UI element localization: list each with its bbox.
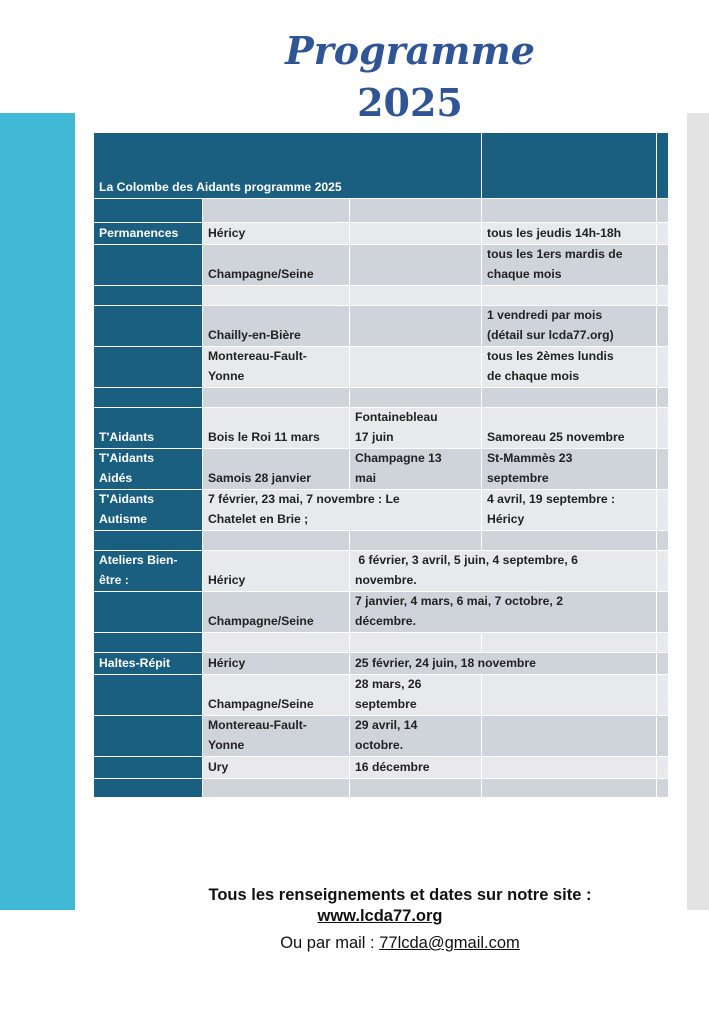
- table-cell: St-Mammès 23 septembre: [482, 449, 657, 490]
- row-category-cell: [94, 286, 203, 306]
- table-cell: Champagne/Seine: [203, 675, 350, 716]
- table-cell: Champagne/Seine: [203, 245, 350, 286]
- table-cell: Chailly-en-Bière: [203, 306, 350, 347]
- right-accent-bar: [687, 113, 709, 910]
- website-link[interactable]: www.lcda77.org: [317, 907, 443, 925]
- table-cell: [657, 653, 669, 675]
- page-title-year: 2025: [357, 80, 463, 125]
- table-cell: 29 avril, 14 octobre.: [350, 716, 482, 757]
- row-category-cell: [94, 779, 203, 798]
- table-cell: [657, 245, 669, 286]
- row-category-cell: [94, 675, 203, 716]
- table-row: [94, 716, 669, 757]
- table-cell: [482, 716, 657, 757]
- table-cell: [350, 347, 482, 388]
- table-cell: tous les 1ers mardis de chaque mois: [482, 245, 657, 286]
- row-category-cell: Permanences: [94, 223, 203, 245]
- table-cell: [657, 388, 669, 408]
- table-cell: [657, 531, 669, 551]
- row-category-cell: Haltes-Répit: [94, 653, 203, 675]
- row-category-cell: [94, 592, 203, 633]
- table-row: [94, 490, 669, 531]
- table-cell: 25 février, 24 juin, 18 novembre: [350, 653, 657, 675]
- row-category-cell: [94, 716, 203, 757]
- table-row: [94, 675, 669, 716]
- row-category-cell: T'Aidants Autisme: [94, 490, 203, 531]
- table-cell: [657, 779, 669, 798]
- table-cell: 16 décembre: [350, 757, 482, 779]
- table-row: [94, 408, 669, 449]
- table-row: [94, 223, 669, 245]
- table-cell: Ury: [203, 757, 350, 779]
- mail-line: [0, 934, 709, 953]
- table-row: [94, 633, 669, 653]
- table-row: [94, 757, 669, 779]
- table-cell: [657, 490, 669, 531]
- table-cell: 7 février, 23 mai, 7 novembre : Le Chatelet en Brie ;: [203, 490, 482, 531]
- table-cell: [657, 592, 669, 633]
- table-cell: [482, 199, 657, 223]
- table-cell: [657, 306, 669, 347]
- table-cell: 6 février, 3 avril, 5 juin, 4 septembre, 6 novembre.: [350, 551, 657, 592]
- table-cell: [482, 388, 657, 408]
- table-cell: [657, 347, 669, 388]
- table-cell: [350, 531, 482, 551]
- table-cell: [657, 675, 669, 716]
- row-category-cell: T'Aidants: [94, 408, 203, 449]
- table-cell: Montereau-Fault- Yonne: [203, 347, 350, 388]
- table-cell: [350, 245, 482, 286]
- row-category-cell: [94, 388, 203, 408]
- table-cell: [657, 199, 669, 223]
- row-category-cell: La Colombe des Aidants programme 2025: [94, 133, 482, 199]
- row-category-cell: Ateliers Bien- être :: [94, 551, 203, 592]
- table-cell: [482, 286, 657, 306]
- table-cell: [657, 449, 669, 490]
- left-accent-bar: [0, 113, 75, 910]
- table-cell: [657, 223, 669, 245]
- table-cell: [350, 388, 482, 408]
- table-cell: [482, 779, 657, 798]
- table-cell: [482, 633, 657, 653]
- table-cell: Montereau-Fault- Yonne: [203, 716, 350, 757]
- table-cell: [350, 306, 482, 347]
- table-cell: [350, 779, 482, 798]
- table-cell: [350, 223, 482, 245]
- table-cell: [350, 199, 482, 223]
- table-row: [94, 592, 669, 633]
- table-cell: [657, 716, 669, 757]
- table-row: [94, 199, 669, 223]
- table-cell: [482, 531, 657, 551]
- table-cell: [203, 199, 350, 223]
- row-category-cell: [94, 757, 203, 779]
- row-category-cell: [94, 531, 203, 551]
- table-row: [94, 306, 669, 347]
- table-row: [94, 653, 669, 675]
- row-category-cell: [94, 199, 203, 223]
- table-cell: Fontainebleau 17 juin: [350, 408, 482, 449]
- table-cell: Samoreau 25 novembre: [482, 408, 657, 449]
- programme-table: [93, 132, 669, 798]
- table-row: [94, 551, 669, 592]
- table-cell: 1 vendredi par mois (détail sur lcda77.org): [482, 306, 657, 347]
- table-cell: [203, 388, 350, 408]
- row-category-cell: T'Aidants Aidés: [94, 449, 203, 490]
- table-cell: [657, 408, 669, 449]
- table-cell: [203, 779, 350, 798]
- table-cell: [482, 757, 657, 779]
- table-cell: [482, 133, 657, 199]
- table-cell: [482, 675, 657, 716]
- table-cell: 28 mars, 26 septembre: [350, 675, 482, 716]
- table-cell: 4 avril, 19 septembre : Héricy: [482, 490, 657, 531]
- table-row: [94, 347, 669, 388]
- table-cell: [657, 757, 669, 779]
- table-cell: [350, 286, 482, 306]
- table-row: [94, 286, 669, 306]
- table-row: [94, 531, 669, 551]
- table-cell: Champagne 13 mai: [350, 449, 482, 490]
- table-cell: [203, 286, 350, 306]
- mail-prefix: Ou par mail :: [280, 934, 380, 952]
- table-row: [94, 449, 669, 490]
- table-cell: [657, 551, 669, 592]
- row-category-cell: [94, 633, 203, 653]
- email-link[interactable]: 77lcda@gmail.com: [379, 934, 520, 952]
- row-category-cell: [94, 306, 203, 347]
- info-text: Tous les renseignements et dates sur notre site :: [208, 886, 592, 904]
- row-category-cell: [94, 347, 203, 388]
- row-category-cell: [94, 245, 203, 286]
- table-cell: [203, 531, 350, 551]
- table-cell: Champagne/Seine: [203, 592, 350, 633]
- table-row: [94, 388, 669, 408]
- table-cell: [350, 633, 482, 653]
- table-cell: Héricy: [203, 551, 350, 592]
- table-row: [94, 245, 669, 286]
- table-row: [94, 779, 669, 798]
- table-cell: 7 janvier, 4 mars, 6 mai, 7 octobre, 2 décembre.: [350, 592, 657, 633]
- table-header-row: [94, 133, 669, 199]
- table-cell: [657, 286, 669, 306]
- table-cell: Héricy: [203, 653, 350, 675]
- page-title: Programme: [285, 28, 535, 73]
- table-cell: tous les 2èmes lundis de chaque mois: [482, 347, 657, 388]
- table-cell: Héricy: [203, 223, 350, 245]
- table-cell: [203, 633, 350, 653]
- table-cell: [657, 633, 669, 653]
- table-cell: Bois le Roi 11 mars: [203, 408, 350, 449]
- table-cell: Samois 28 janvier: [203, 449, 350, 490]
- table-cell: [657, 133, 669, 199]
- table-cell: tous les jeudis 14h-18h: [482, 223, 657, 245]
